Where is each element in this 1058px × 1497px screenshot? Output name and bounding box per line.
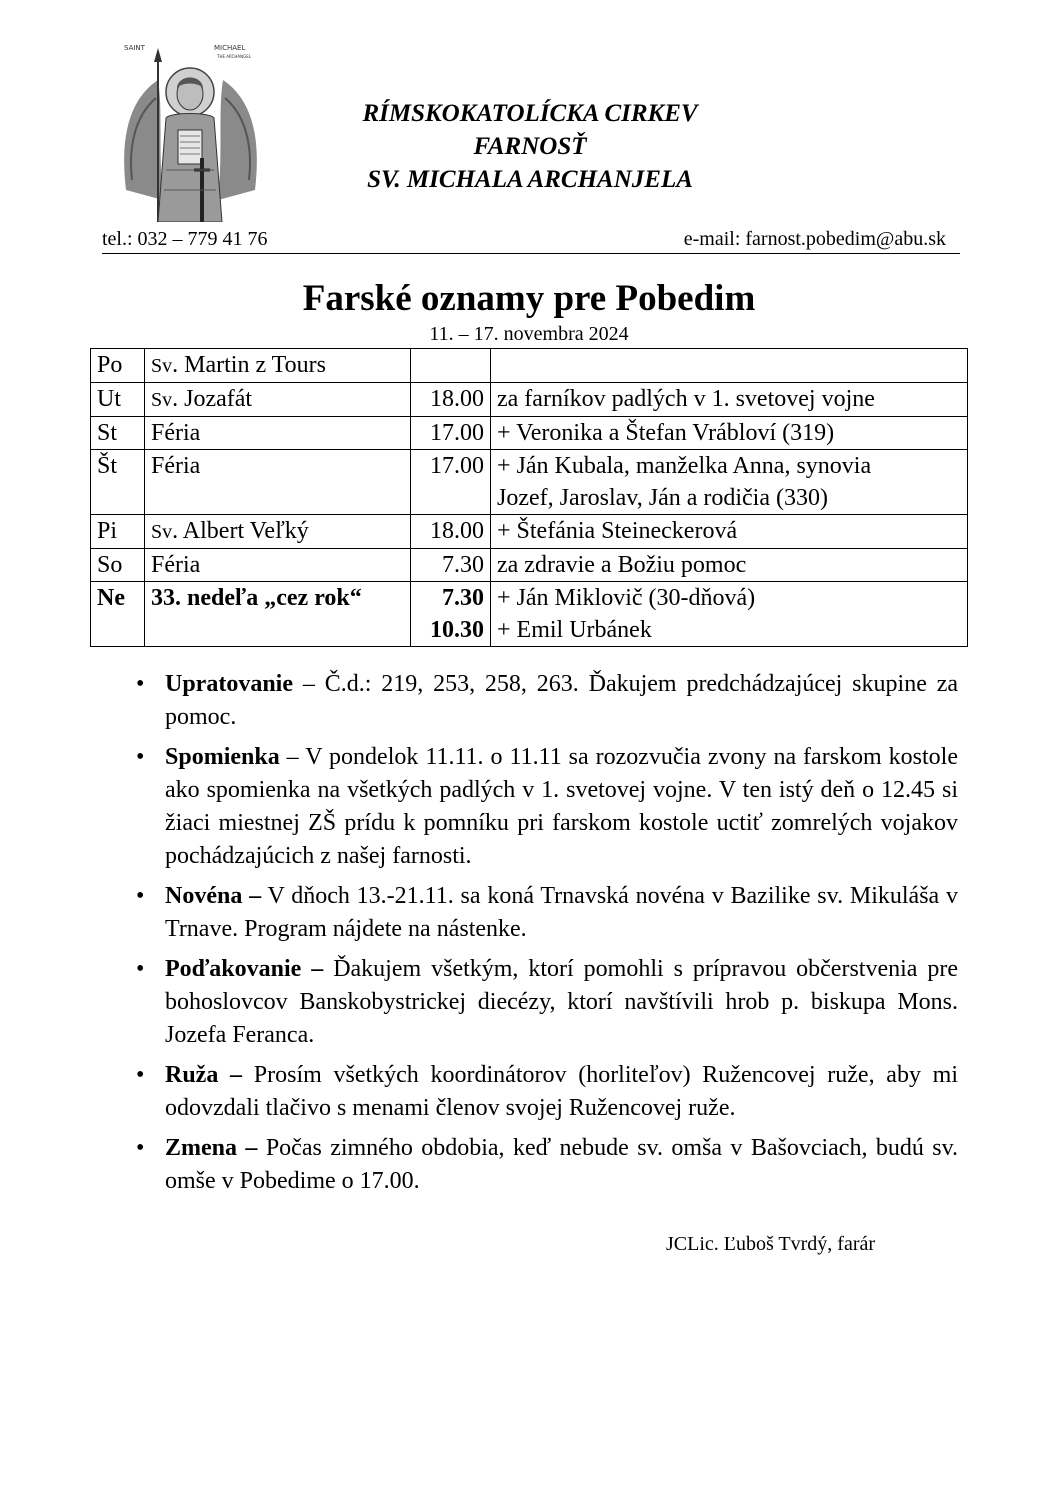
email-address: e-mail: farnost.pobedim@abu.sk (683, 228, 946, 250)
feast-cell: 33. nedeľa „cez rok“ (145, 582, 411, 647)
time-cell: 7.30 10.30 (411, 582, 491, 647)
announcement-item: • Ruža – Prosím všetkých koordinátorov (horliteľov) Ružencovej ruže, aby mi odovzdali tlačivo s menami členov svojej Ružencovej ruže. (136, 1059, 958, 1125)
schedule-row-st (91, 417, 968, 450)
bullet-icon: • (136, 883, 145, 909)
intention-cell: za farníkov padlých v 1. svetovej vojne (491, 383, 968, 417)
intention-cell (491, 349, 968, 383)
day-cell: So (91, 549, 145, 582)
day-cell: Ut (91, 383, 145, 417)
announcement-item: • Spomienka – V pondelok 11.11. o 11.11 sa rozozvučia zvony na farskom kostole ako spomienka na všetkých padlých v 1. svetovej vojne. V ten istý deň o 12.45 si žiaci miestnej ZŠ prídu k pomníku pri farskom kostole uctiť zomrelých vojakov pochádzajúcich z našej farnosti. (136, 741, 958, 873)
schedule-row-so (91, 549, 968, 582)
logo-label-left: SAINT (124, 44, 145, 52)
schedule-row-pi (91, 515, 968, 549)
signature: JCLic. Ľuboš Tvrdý, farár (666, 1233, 876, 1255)
schedule-row-po (91, 349, 968, 383)
day-cell: Pi (91, 515, 145, 549)
intention-cell: + Ján Kubala, manželka Anna, synovia Jozef, Jaroslav, Ján a rodičia (330) (491, 450, 968, 515)
church-line-1: RÍMSKOKATOLÍCKA CIRKEV (362, 100, 698, 127)
bullet-icon: • (136, 1062, 145, 1088)
church-name (300, 97, 760, 196)
day-cell: Po (91, 349, 145, 383)
feast-cell: Féria (145, 450, 411, 515)
announcement-item: • Novéna – V dňoch 13.-21.11. sa koná Trnavská novéna v Bazilike sv. Mikuláša v Trnave. Program nájdete na nástenke. (136, 880, 958, 946)
church-line-3: SV. MICHALA ARCHANJELA (367, 166, 693, 193)
contact-bar (102, 226, 960, 254)
logo-label-sub: THE ARCHANGEL (217, 54, 251, 59)
time-cell (411, 349, 491, 383)
feast-cell: Féria (145, 417, 411, 450)
phone-number: tel.: 032 – 779 41 76 (102, 228, 268, 250)
announcement-item: • Upratovanie – Č.d.: 219, 253, 258, 263. Ďakujem predchádzajúcej skupine za pomoc. (136, 668, 958, 734)
bullet-icon: • (136, 744, 145, 770)
saint-michael-icon (118, 40, 263, 222)
feast-cell: Sv. Albert Veľký (145, 515, 411, 549)
intention-cell: + Štefánia Steineckerová (491, 515, 968, 549)
logo-label-right: MICHAEL (214, 44, 246, 52)
time-cell: 18.00 (411, 383, 491, 417)
schedule-row-ne (91, 582, 968, 647)
time-cell: 17.00 (411, 450, 491, 515)
church-line-2: FARNOSŤ (473, 133, 587, 160)
day-cell: St (91, 417, 145, 450)
time-cell: 7.30 (411, 549, 491, 582)
mass-schedule-table (90, 348, 968, 647)
announcement-item: • Poďakovanie – Ďakujem všetkým, ktorí pomohli s prípravou občerstvenia pre bohoslovcov Banskobystrickej diecézy, ktorí navštívili hrob p. biskupa Mons. Jozefa Feranca. (136, 953, 958, 1052)
bullet-icon: • (136, 956, 145, 982)
schedule-row-ut (91, 383, 968, 417)
day-cell: Št (91, 450, 145, 515)
time-cell: 17.00 (411, 417, 491, 450)
announcement-list (136, 668, 958, 1205)
date-range: 11. – 17. novembra 2024 (429, 323, 629, 345)
schedule-row-stv (91, 450, 968, 515)
time-cell: 18.00 (411, 515, 491, 549)
feast-cell: Féria (145, 549, 411, 582)
intention-cell: + Ján Miklovič (30-dňová) + Emil Urbánek (491, 582, 968, 647)
intention-cell: za zdravie a Božiu pomoc (491, 549, 968, 582)
page-title: Farské oznamy pre Pobedim (302, 278, 756, 319)
feast-cell: Sv. Jozafát (145, 383, 411, 417)
bullet-icon: • (136, 671, 145, 697)
bullet-icon: • (136, 1135, 145, 1161)
announcement-item: • Zmena – Počas zimného obdobia, keď nebude sv. omša v Bašovciach, budú sv. omše v Pobedime o 17.00. (136, 1132, 958, 1198)
feast-cell: Sv. Martin z Tours (145, 349, 411, 383)
day-cell: Ne (91, 582, 145, 647)
intention-cell: + Veronika a Štefan Vrábloví (319) (491, 417, 968, 450)
